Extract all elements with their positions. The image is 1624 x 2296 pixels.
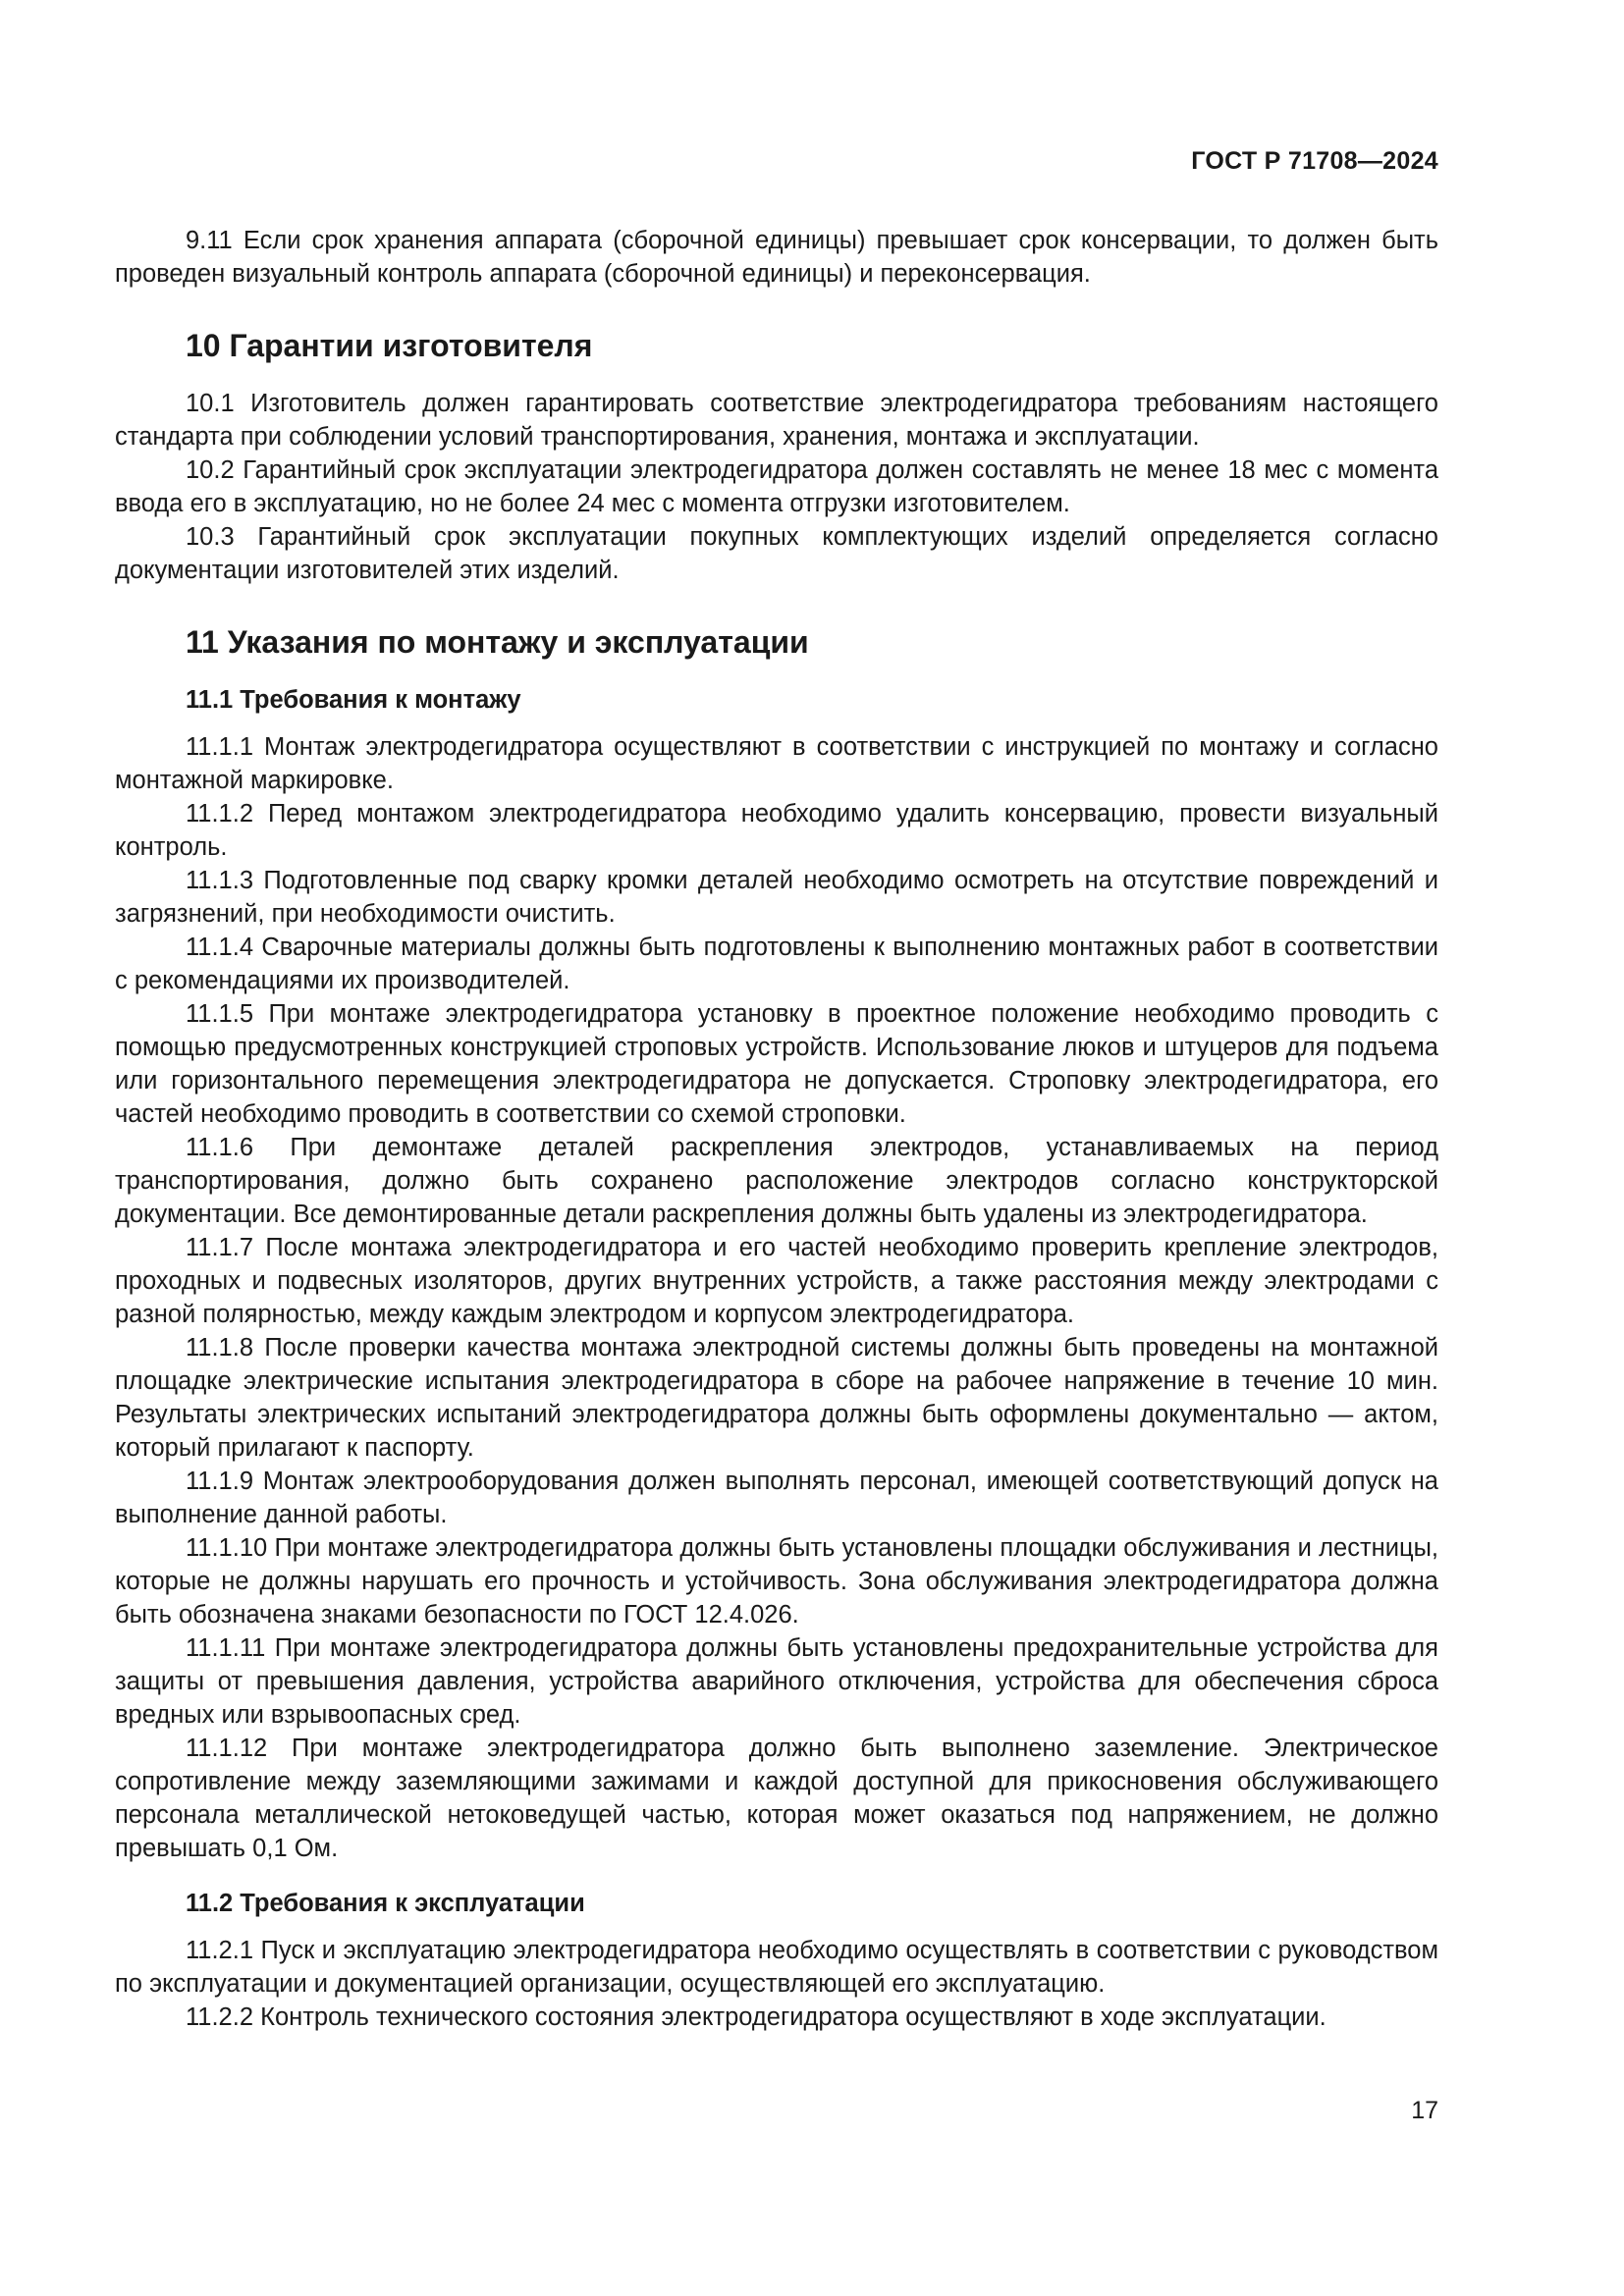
subsection-heading-11-1: 11.1 Требования к монтажу bbox=[186, 686, 521, 714]
section-heading-10: 10 Гарантии изготовителя bbox=[186, 328, 593, 363]
paragraph-11-2-2: 11.2.2 Контроль технического состояния электродегидратора осуществляют в ходе эксплуатации. bbox=[186, 2003, 1326, 2031]
paragraph-11-1-4: 11.1.4 Сварочные материалы должны быть подготовлены к выполнению монтажных работ в соответствии с рекомендациями их производителей. bbox=[115, 934, 1438, 994]
paragraph-10-2: 10.2 Гарантийный срок эксплуатации электродегидратора должен составлять не менее 18 мес с момента ввода его в эксплуатацию, но не более 24 мес с момента отгрузки изготовителем. bbox=[115, 456, 1438, 517]
paragraph-11-1-10: 11.1.10 При монтаже электродегидратора должны быть установлены площадки обслуживания и лестницы, которые не должны нарушать его прочность и устойчивость. Зона обслуживания электродегидратора должна быть обозначена знаками безопасности по ГОСТ 12.4.026. bbox=[115, 1534, 1438, 1629]
paragraph-11-1-8: 11.1.8 После проверки качества монтажа электродной системы должны быть проведены на монтажной площадке электрические испытания электродегидратора в сборе на рабочее напряжение в течение 10 мин. Результаты электрических испытаний электродегидратора должны быть оформлены документально — актом, который прилагают к паспорту. bbox=[115, 1334, 1438, 1462]
standard-code-header: ГОСТ Р 71708—2024 bbox=[1191, 147, 1438, 175]
paragraph-11-1-11: 11.1.11 При монтаже электродегидратора должны быть установлены предохранительные устройства для защиты от превышения давления, устройства аварийного отключения, устройства для обеспечения сброса вредных или взрывоопасных сред. bbox=[115, 1634, 1438, 1729]
subsection-heading-11-2: 11.2 Требования к эксплуатации bbox=[186, 1890, 585, 1917]
paragraph-11-1-9: 11.1.9 Монтаж электрооборудования должен выполнять персонал, имеющей соответствующий допуск на выполнение данной работы. bbox=[115, 1468, 1438, 1528]
paragraph-11-1-1: 11.1.1 Монтаж электродегидратора осуществляют в соответствии с инструкцией по монтажу и согласно монтажной маркировке. bbox=[115, 733, 1438, 794]
section-heading-11: 11 Указания по монтажу и эксплуатации bbox=[186, 624, 809, 660]
paragraph-11-2-1: 11.2.1 Пуск и эксплуатацию электродегидратора необходимо осуществлять в соответствии с руководством по эксплуатации и документацией организации, осуществляющей его эксплуатацию. bbox=[115, 1937, 1438, 1998]
paragraph-10-1: 10.1 Изготовитель должен гарантировать соответствие электродегидратора требованиям настоящего стандарта при соблюдении условий транспортирования, хранения, монтажа и эксплуатации. bbox=[115, 390, 1438, 451]
paragraph-11-1-6: 11.1.6 При демонтаже деталей раскрепления электродов, устанавливаемых на период транспортирования, должно быть сохранено расположение электродов согласно конструкторской документации. Все демонтированные детали раскрепления должны быть удалены из электродегидратора. bbox=[115, 1134, 1438, 1228]
paragraph-11-1-3: 11.1.3 Подготовленные под сварку кромки деталей необходимо осмотреть на отсутствие повреждений и загрязнений, при необходимости очистить. bbox=[115, 867, 1438, 928]
paragraph-11-1-2: 11.1.2 Перед монтажом электродегидратора необходимо удалить консервацию, провести визуальный контроль. bbox=[115, 800, 1438, 861]
paragraph-10-3: 10.3 Гарантийный срок эксплуатации покупных комплектующих изделий определяется согласно документации изготовителей этих изделий. bbox=[115, 523, 1438, 584]
paragraph-11-1-7: 11.1.7 После монтажа электродегидратора и его частей необходимо проверить крепление электродов, проходных и подвесных изоляторов, других внутренних устройств, а также расстояния между электродами с разной полярностью, между каждым электродом и корпусом электродегидратора. bbox=[115, 1234, 1438, 1328]
paragraph-9-11: 9.11 Если срок хранения аппарата (сборочной единицы) превышает срок консервации, то должен быть проведен визуальный контроль аппарата (сборочной единицы) и переконсервация. bbox=[115, 227, 1438, 288]
page-number: 17 bbox=[1411, 2097, 1438, 2124]
paragraph-11-1-12: 11.1.12 При монтаже электродегидратора должно быть выполнено заземление. Электрическое сопротивление между заземляющими зажимами и каждой доступной для прикосновения обслуживающего персонала металлической нетоковедущей частью, которая может оказаться под напряжением, не должно превышать 0,1 Ом. bbox=[115, 1735, 1438, 1862]
paragraph-11-1-5: 11.1.5 При монтаже электродегидратора установку в проектное положение необходимо проводить с помощью предусмотренных конструкцией строповых устройств. Использование люков и штуцеров для подъема или горизонтального перемещения электродегидратора не допускается. Строповку электродегидратора, его частей необходимо проводить в соответствии со схемой строповки. bbox=[115, 1000, 1438, 1128]
page-body bbox=[115, 224, 1438, 2034]
